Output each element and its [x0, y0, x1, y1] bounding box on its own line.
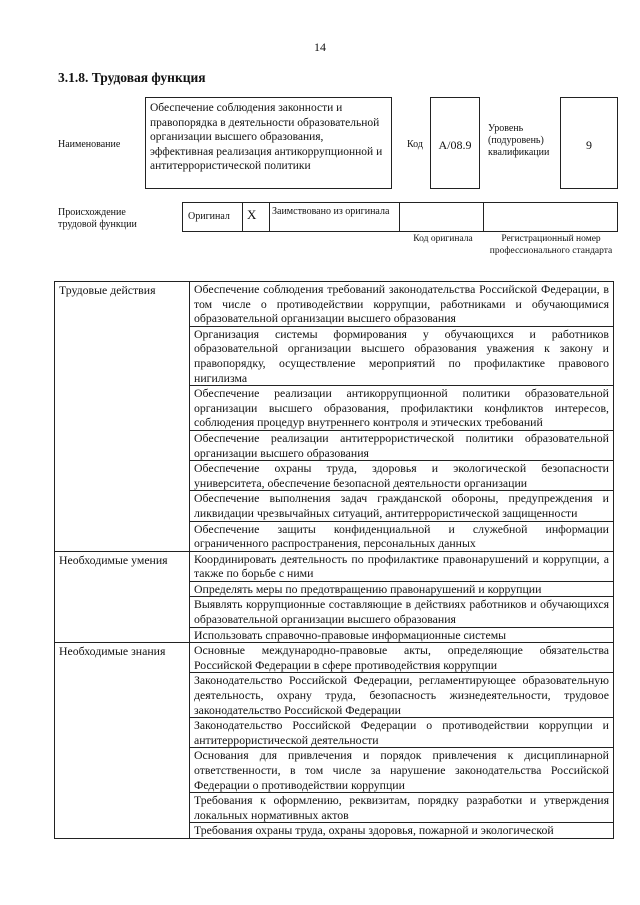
table-row	[55, 282, 614, 327]
list-item: Обеспечение реализации антикоррупционной политики образовательной организации высшего образования, профилактики конфликтов интересов, соблюдения процедур внутреннего контроля и этических требований	[190, 386, 614, 431]
original-mark: X	[247, 207, 257, 222]
list-item: Организация системы формирования у обучающихся и работников образовательной организации высшего образования уважения к закону и правопорядку, осуществление мероприятий по профилактике правового нигилизма	[190, 326, 614, 385]
name-label: Наименование	[58, 139, 121, 150]
list-item: Обеспечение охраны труда, здоровья и экологической безопасности университета, обеспечение безопасной деятельности организации	[190, 461, 614, 491]
reg-number-caption: Регистрационный номер профессионального стандарта	[489, 234, 613, 256]
page-number: 14	[314, 40, 326, 54]
list-item: Основные международно-правовые акты, определяющие обязательства Российской Федерации в сфере противодействия коррупции	[190, 643, 614, 673]
category-cell: Необходимые знания	[55, 643, 190, 839]
function-name: Обеспечение соблюдения законности и правопорядка в деятельности образовательной организации высшего образования, эффективная реализация антикоррупционной и антитеррористической политики	[145, 97, 392, 189]
table-row	[55, 643, 614, 673]
level-value: 9	[560, 97, 618, 189]
code-value: А/08.9	[430, 97, 480, 189]
list-item: Законодательство Российской Федерации, регламентирующее образовательную деятельность, охрану труда, безопасность жизнедеятельности, трудовое законодательство Российской Федерации	[190, 673, 614, 718]
list-item: Требования охраны труда, охраны здоровья, пожарной и экологической	[190, 823, 614, 839]
list-item: Выявлять коррупционные составляющие в действиях работников и обучающихся образовательной организации высшего образования	[190, 597, 614, 627]
borrowed-label: Заимствовано из оригинала	[272, 206, 390, 217]
list-item: Определять меры по предотвращению правонарушений и коррупции	[190, 581, 614, 597]
category-cell: Необходимые умения	[55, 551, 190, 643]
list-item: Использовать справочно-правовые информационные системы	[190, 627, 614, 643]
list-item: Обеспечение выполнения задач гражданской обороны, предупреждения и ликвидации чрезвычайных ситуаций, антитеррористической защищенности	[190, 491, 614, 521]
level-label: Уровень (подуровень) квалификации	[488, 123, 550, 158]
table-row	[55, 551, 614, 581]
category-cell: Трудовые действия	[55, 282, 190, 552]
list-item: Законодательство Российской Федерации о противодействии коррупции и антитеррористической деятельности	[190, 718, 614, 748]
code-label: Код	[407, 139, 423, 150]
list-item: Основания для привлечения и порядок привлечения к дисциплинарной ответственности, в том числе за нарушение законодательства Российской Федерации о противодействии коррупции	[190, 748, 614, 793]
list-item: Координировать деятельность по профилактике правонарушений и коррупции, а также по борьбе с ними	[190, 551, 614, 581]
code-original-caption: Код оригинала	[413, 234, 473, 244]
list-item: Обеспечение защиты конфиденциальной и служебной информации ограниченного распространения, персональных данных	[190, 521, 614, 551]
original-label: Оригинал	[188, 211, 230, 222]
section-title: 3.1.8. Трудовая функция	[58, 70, 206, 85]
origin-label: Происхождение трудовой функции	[58, 207, 137, 230]
function-table	[54, 281, 614, 839]
list-item: Требования к оформлению, реквизитам, порядку разработки и утверждения локальных нормативных актов	[190, 793, 614, 823]
list-item: Обеспечение реализации антитеррористической политики образовательной организации высшего образования	[190, 430, 614, 460]
list-item: Обеспечение соблюдения требований законодательства Российской Федерации, в том числе о противодействии коррупции, работниками и обучающимися образовательной организации высшего образования	[190, 282, 614, 327]
